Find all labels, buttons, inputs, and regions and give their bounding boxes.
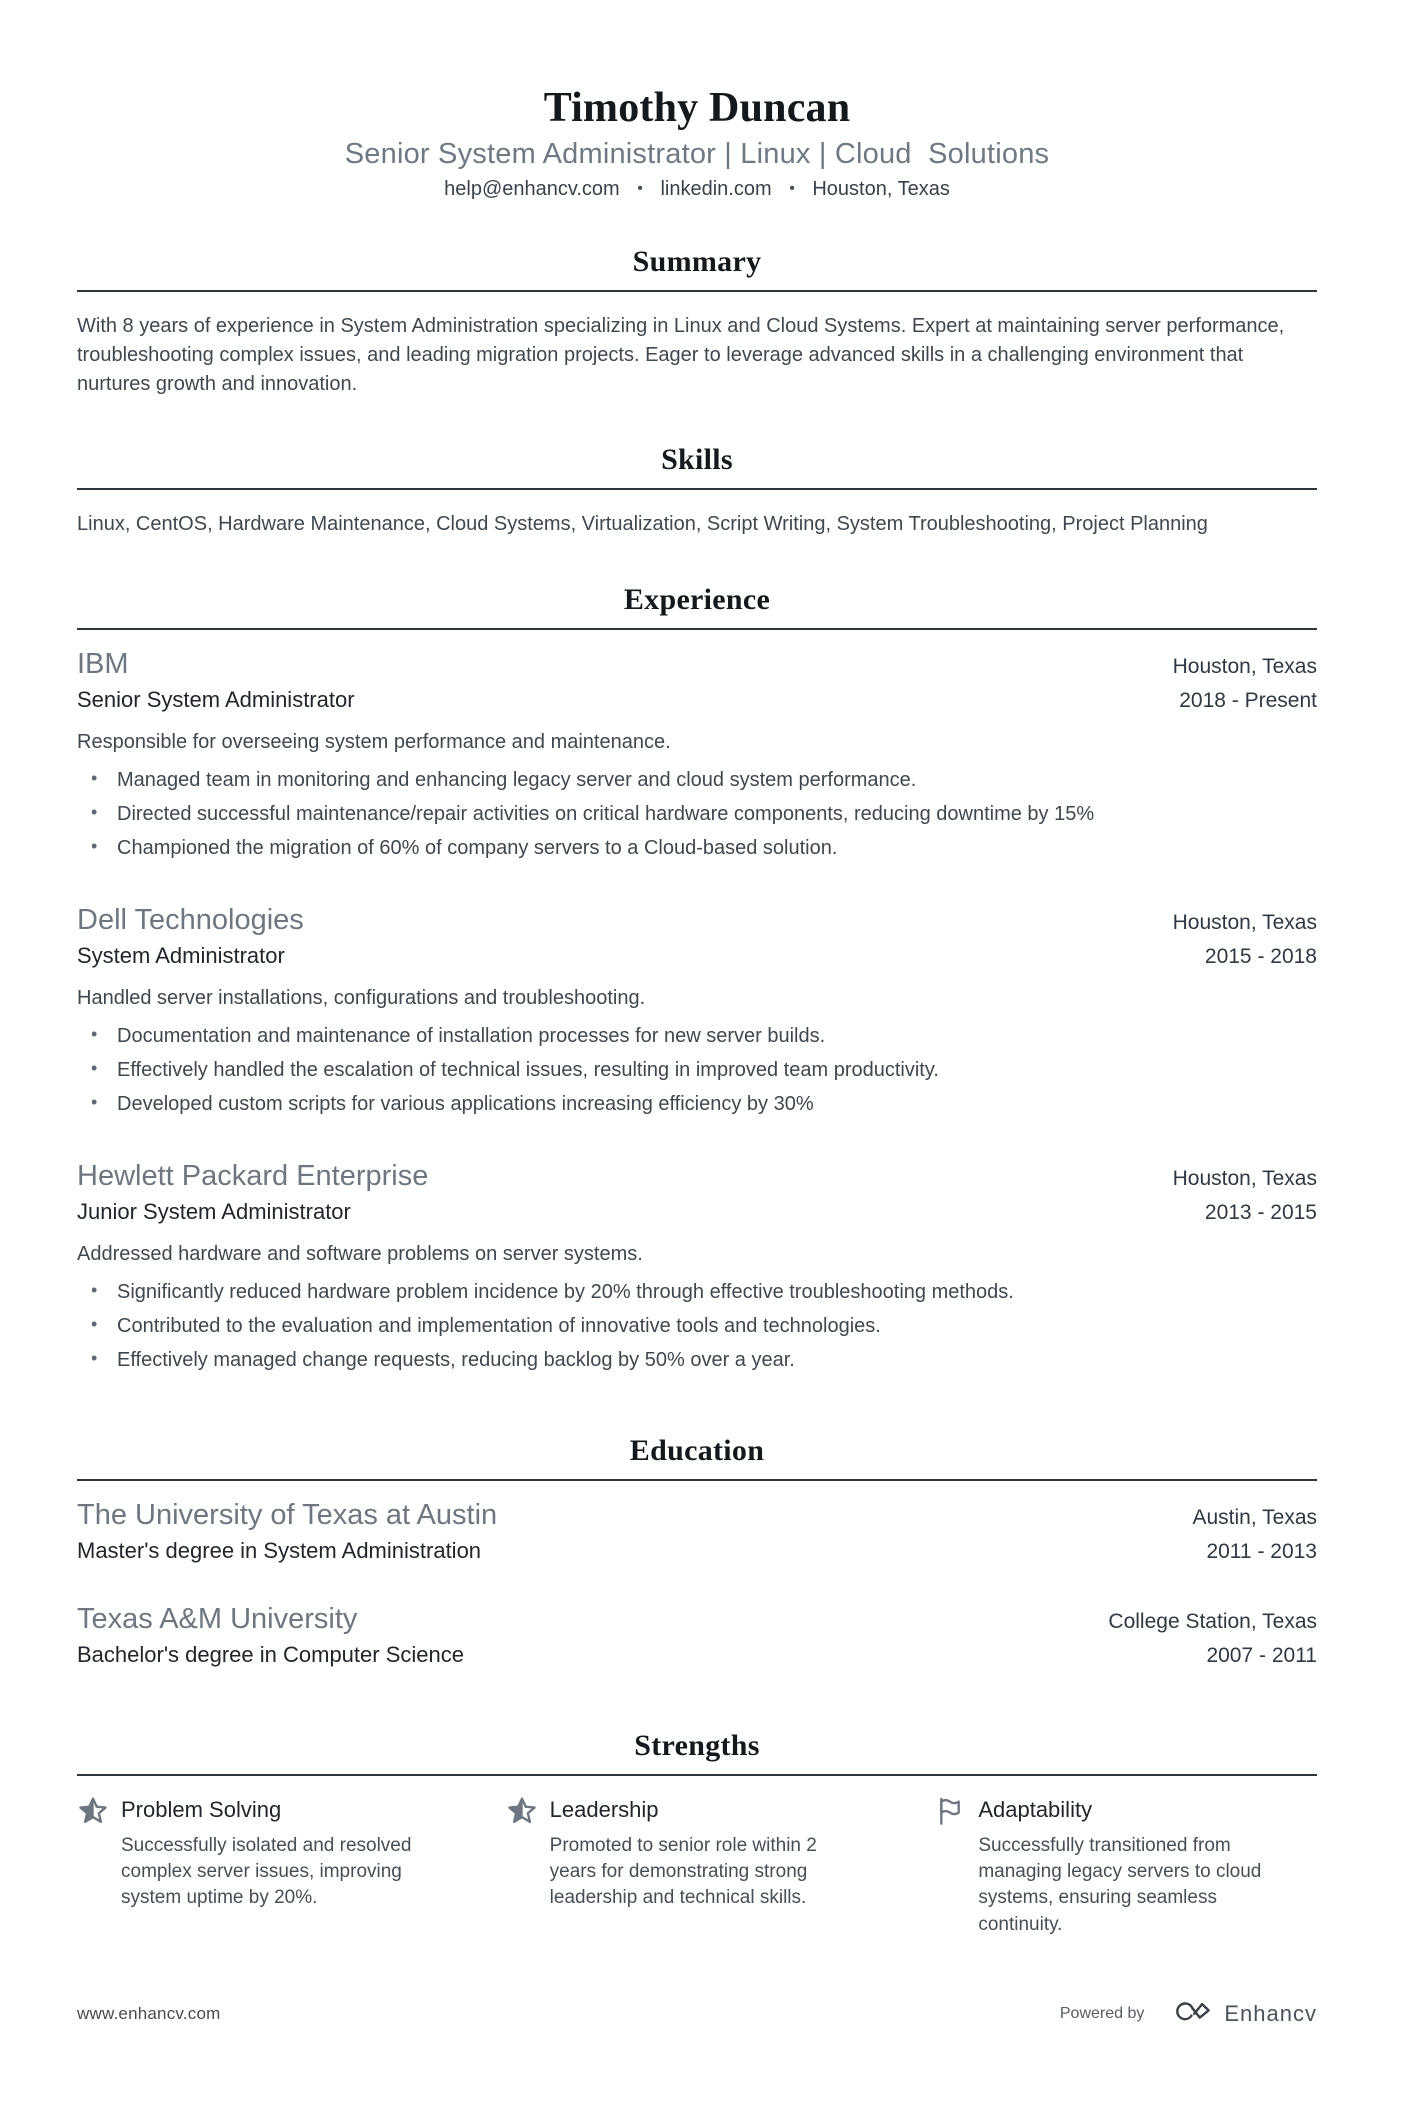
- section-skills: [77, 443, 1317, 539]
- strength-text: Successfully isolated and resolved complex server issues, improving system uptime by 20%.: [121, 1834, 412, 1909]
- section-divider: [77, 488, 1317, 490]
- section-divider: [77, 1479, 1317, 1481]
- job-location: Houston, Texas: [1172, 655, 1317, 679]
- school-location: Austin, Texas: [1192, 1506, 1317, 1530]
- strength-text: Successfully transitioned from managing legacy servers to cloud systems, ensuring seamless continuity.: [978, 1834, 1262, 1935]
- flag-icon: [934, 1795, 966, 1827]
- star-icon: [77, 1795, 109, 1827]
- job-title: Senior System Administrator: [77, 686, 355, 712]
- job-dates: 2015 - 2018: [1204, 944, 1317, 968]
- section-divider: [77, 628, 1317, 630]
- strength-item: [77, 1796, 460, 1937]
- resume-footer: [77, 1938, 1317, 2031]
- enhancv-logo-icon: [1170, 1998, 1214, 2031]
- candidate-title: Senior System Administrator | Linux | Cloud Solutions: [344, 138, 1050, 171]
- job-bullet: • Championed the migration of 60% of company servers to a Cloud-based solution.: [77, 834, 1317, 862]
- strength-title: Adaptability: [978, 1797, 1093, 1823]
- powered-by-label: Powered by: [1059, 2005, 1145, 2023]
- experience-heading: Experience: [623, 583, 771, 617]
- candidate-name: Timothy Duncan: [543, 85, 851, 131]
- job-bullet: • Directed successful maintenance/repair activities on critical hardware components, reducing downtime by 15%: [77, 800, 1317, 828]
- education-dates: 2011 - 2013: [1206, 1539, 1317, 1563]
- job-bullet: • Effectively managed change requests, reducing backlog by 50% over a year.: [77, 1346, 1317, 1374]
- company-name: IBM: [77, 648, 129, 681]
- education-dates: 2007 - 2011: [1206, 1643, 1317, 1667]
- job-location: Houston, Texas: [1172, 911, 1317, 935]
- company-name: Hewlett Packard Enterprise: [77, 1160, 429, 1193]
- section-education: [77, 1434, 1317, 1671]
- degree-name: Master's degree in System Administration: [77, 1537, 482, 1563]
- strengths-heading: Strengths: [634, 1729, 760, 1763]
- section-divider: [77, 1774, 1317, 1776]
- contact-location: Houston, Texas: [812, 178, 950, 201]
- contact-email[interactable]: help@enhancv.com: [444, 178, 620, 201]
- footer-website-link[interactable]: www.enhancv.com: [77, 2004, 221, 2024]
- job-description: Handled server installations, configurations and troubleshooting.: [77, 987, 646, 1010]
- job-bullets: [77, 1022, 1317, 1118]
- contact-separator-dot: •: [789, 180, 795, 198]
- education-entry: [77, 1497, 1317, 1567]
- degree-name: Bachelor's degree in Computer Science: [77, 1641, 464, 1667]
- resume-header: [77, 84, 1317, 201]
- skills-text: Linux, CentOS, Hardware Maintenance, Cloud Systems, Virtualization, Script Writing, System Troubleshooting, Project Planning: [77, 513, 1208, 536]
- contact-linkedin[interactable]: linkedin.com: [660, 178, 772, 201]
- section-divider: [77, 290, 1317, 292]
- job-bullet: • Effectively handled the escalation of technical issues, resulting in improved team productivity.: [77, 1056, 1317, 1084]
- summary-heading: Summary: [632, 245, 762, 279]
- job-bullets: [77, 766, 1317, 862]
- powered-by-group: [1060, 1998, 1317, 2031]
- strength-title: Problem Solving: [121, 1797, 282, 1823]
- job-bullet: • Significantly reduced hardware problem incidence by 20% through effective troubleshooting methods.: [77, 1278, 1317, 1306]
- job-location: Houston, Texas: [1172, 1167, 1317, 1191]
- section-strengths: [77, 1729, 1317, 1937]
- job-title: Junior System Administrator: [77, 1198, 351, 1224]
- section-experience: [77, 583, 1317, 1374]
- strength-text: Promoted to senior role within 2 years for demonstrating strong leadership and technical skills.: [549, 1834, 817, 1909]
- job-dates: 2018 - Present: [1179, 688, 1317, 712]
- education-entry: [77, 1601, 1317, 1671]
- job-bullet: • Managed team in monitoring and enhancing legacy server and cloud system performance.: [77, 766, 1317, 794]
- job-bullet: • Developed custom scripts for various applications increasing efficiency by 30%: [77, 1090, 1317, 1118]
- enhancv-brand-name: Enhancv: [1224, 2001, 1317, 2027]
- school-location: College Station, Texas: [1108, 1610, 1317, 1634]
- strength-item: [934, 1796, 1317, 1937]
- school-name: The University of Texas at Austin: [77, 1499, 498, 1532]
- summary-text: With 8 years of experience in System Administration specializing in Linux and Cloud Systems. Expert at maintaining server performance, troubleshooting complex issues, and leading migration projects. Eager to leverage advanced skills in a challenging environment that nurtures growth and innovation.: [77, 315, 1285, 396]
- section-summary: [77, 245, 1317, 399]
- job-description: Responsible for overseeing system performance and maintenance.: [77, 731, 671, 754]
- job-bullets: [77, 1278, 1317, 1374]
- contact-row: [77, 178, 1317, 201]
- strengths-grid: [77, 1796, 1317, 1937]
- job-bullet: • Documentation and maintenance of installation processes for new server builds.: [77, 1022, 1317, 1050]
- education-heading: Education: [629, 1434, 765, 1468]
- job-description: Addressed hardware and software problems on server systems.: [77, 1243, 643, 1266]
- star-icon: [506, 1795, 538, 1827]
- school-name: Texas A&M University: [77, 1603, 358, 1636]
- experience-entry: [77, 646, 1317, 862]
- skills-heading: Skills: [661, 443, 733, 477]
- contact-separator-dot: •: [637, 180, 643, 198]
- job-title: System Administrator: [77, 942, 285, 968]
- job-bullet: • Contributed to the evaluation and implementation of innovative tools and technologies.: [77, 1312, 1317, 1340]
- experience-entry: [77, 1158, 1317, 1374]
- strength-title: Leadership: [549, 1797, 659, 1823]
- job-dates: 2013 - 2015: [1204, 1200, 1317, 1224]
- company-name: Dell Technologies: [77, 904, 304, 937]
- strength-item: [506, 1796, 889, 1937]
- experience-entry: [77, 902, 1317, 1118]
